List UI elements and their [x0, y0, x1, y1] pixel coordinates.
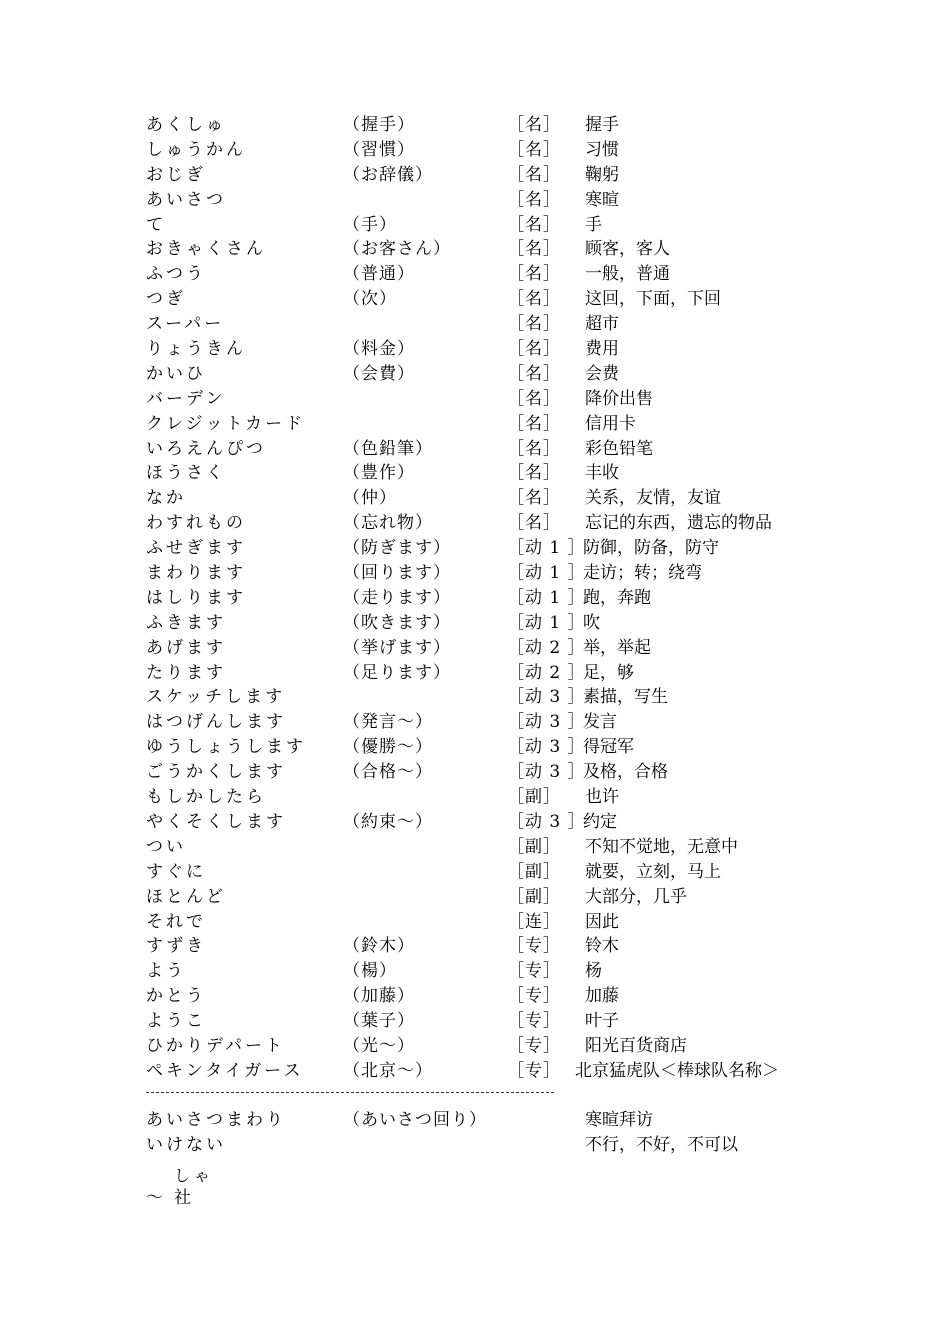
chinese-meaning: 手 [585, 214, 602, 235]
kana-reading: ゆうしょうします [146, 737, 306, 758]
chinese-meaning: 阳光百货商店 [585, 1035, 687, 1056]
chinese-meaning: 足，够 [583, 662, 634, 683]
vocab-row [0, 1108, 950, 1133]
part-of-speech: ［名］ [507, 115, 561, 135]
part-of-speech: ［名］ [507, 438, 561, 459]
kanji-form: （お辞儀） [343, 164, 433, 185]
kana-reading: ふきます [146, 612, 226, 633]
chinese-meaning: 吹 [583, 612, 600, 633]
supplementary-list [0, 1108, 950, 1158]
vocab-row [0, 337, 950, 362]
part-of-speech: ［副］ [507, 836, 561, 857]
kanji-form: （優勝～） [343, 737, 433, 758]
kanji-form: （吹きます） [343, 612, 451, 633]
chinese-meaning: 一般，普通 [585, 264, 670, 285]
vocab-row [0, 262, 950, 287]
part-of-speech: ［副］ [507, 861, 561, 882]
kanji-form: （会費） [343, 363, 415, 384]
kanji-form: （挙げます） [343, 637, 451, 658]
vocabulary-list [0, 113, 950, 1084]
chinese-meaning: 信用卡 [585, 413, 636, 434]
part-of-speech: ［动 1 ］ [507, 563, 586, 584]
kanji-form: （料金） [343, 339, 415, 360]
chinese-meaning: 超市 [585, 314, 619, 335]
vocab-row [0, 984, 950, 1009]
kana-reading: あいさつまわり [146, 1110, 286, 1130]
chinese-meaning: 举，举起 [583, 637, 651, 658]
kana-reading: あいさつ [146, 189, 226, 210]
chinese-meaning: 彩色铅笔 [585, 438, 653, 459]
part-of-speech: ［副］ [507, 886, 561, 907]
vocab-row [0, 885, 950, 910]
part-of-speech: ［名］ [507, 189, 561, 210]
chinese-meaning: 得冠军 [583, 737, 634, 758]
chinese-meaning: 寒暄拜访 [585, 1110, 653, 1130]
vocab-row [0, 163, 950, 188]
kana-reading: ごうかくします [146, 762, 286, 783]
chinese-meaning: 寒暄 [585, 189, 619, 210]
chinese-meaning: 北京猛虎队＜棒球队名称＞ [575, 1060, 779, 1081]
part-of-speech: ［动 3 ］ [507, 687, 586, 708]
kanji-form: （光～） [343, 1035, 415, 1056]
chinese-meaning: 丰收 [585, 463, 619, 484]
vocab-row [0, 113, 950, 138]
kanji-form: （握手） [343, 115, 415, 135]
part-of-speech: ［名］ [507, 513, 561, 534]
part-of-speech: ［名］ [507, 413, 561, 434]
kana-reading: かいひ [146, 363, 206, 384]
vocab-row [0, 1034, 950, 1059]
kana-reading: ふせぎます [146, 538, 246, 559]
chinese-meaning: 忘记的东西，遗忘的物品 [585, 513, 772, 534]
part-of-speech: ［动 2 ］ [507, 662, 586, 683]
part-of-speech: ［名］ [507, 139, 561, 160]
vocab-row [0, 959, 950, 984]
part-of-speech: ［专］ [507, 986, 561, 1007]
kana-reading: かとう [146, 986, 206, 1007]
kana-reading: おきゃくさん [146, 239, 266, 260]
part-of-speech: ［专］ [507, 1035, 561, 1056]
vocab-row [0, 760, 950, 785]
kana-reading: ふつう [146, 264, 206, 285]
chinese-meaning: 会费 [585, 363, 619, 384]
chinese-meaning: 习惯 [585, 139, 619, 160]
vocab-row [0, 611, 950, 636]
kanji-form: （楊） [343, 961, 397, 982]
chinese-meaning: 降价出售 [585, 388, 653, 409]
chinese-meaning: 及格，合格 [583, 762, 668, 783]
chinese-meaning: 费用 [585, 339, 619, 360]
chinese-meaning: 顾客，客人 [585, 239, 670, 260]
vocab-row [0, 810, 950, 835]
kana-reading: はしります [146, 587, 246, 608]
part-of-speech: ［专］ [507, 936, 561, 957]
vocab-row [0, 412, 950, 437]
kana-reading: ペキンタイガース [146, 1060, 304, 1081]
part-of-speech: ［副］ [507, 787, 561, 808]
kana-reading: それで [146, 911, 206, 932]
vocab-row [0, 213, 950, 238]
kana-reading: やくそくします [146, 811, 286, 832]
chinese-meaning: 不知不觉地，无意中 [585, 836, 738, 857]
chinese-meaning: 杨 [585, 961, 602, 982]
suffix-tilde: ～ [146, 1188, 163, 1208]
kana-reading: ひかりデパート [146, 1035, 285, 1056]
part-of-speech: ［名］ [507, 239, 561, 260]
part-of-speech: ［专］ [507, 1011, 561, 1032]
kana-reading: わすれもの [146, 513, 246, 534]
vocab-row [0, 561, 950, 586]
vocab-row [0, 685, 950, 710]
chinese-meaning: 不行，不好，不可以 [585, 1134, 738, 1155]
part-of-speech: ［动 3 ］ [507, 811, 586, 832]
kanji-form: （あいさつ回り） [343, 1110, 487, 1130]
chinese-meaning: 走访；转；绕弯 [583, 563, 702, 584]
vocab-row [0, 387, 950, 412]
chinese-meaning: 就要，立刻，马上 [585, 861, 721, 882]
chinese-meaning: 因此 [585, 911, 619, 932]
part-of-speech: ［动 1 ］ [507, 587, 586, 608]
kana-reading: しゅうかん [146, 139, 246, 160]
kana-reading: ほうさく [146, 463, 226, 484]
vocab-row [0, 237, 950, 262]
kanji-form: （仲） [343, 488, 397, 509]
kanji-form: （鈴木） [343, 936, 415, 957]
chinese-meaning: 叶子 [585, 1011, 619, 1032]
vocab-row [0, 138, 950, 163]
kana-reading: よう [146, 961, 186, 982]
vocab-row [0, 785, 950, 810]
vocab-row [0, 536, 950, 561]
kana-reading: いろえんぴつ [146, 438, 266, 459]
vocab-row [0, 860, 950, 885]
part-of-speech: ［名］ [507, 314, 561, 335]
part-of-speech: ［动 3 ］ [507, 762, 586, 783]
kanji-form: （加藤） [343, 986, 415, 1007]
kana-reading: すずき [146, 936, 207, 957]
kana-reading: たります [146, 662, 226, 683]
part-of-speech: ［名］ [507, 388, 561, 409]
kana-reading: いけない [146, 1134, 226, 1155]
kana-reading: ほとんど [146, 886, 226, 907]
kana-reading: はつげんします [146, 712, 286, 733]
kana-reading: つい [146, 836, 186, 857]
vocab-row [0, 1009, 950, 1034]
suffix-kanji: 社 [174, 1188, 191, 1208]
vocab-row [0, 910, 950, 935]
chinese-meaning: 跑，奔跑 [583, 587, 651, 608]
part-of-speech: ［专］ [507, 961, 561, 982]
kana-reading: りょうきん [146, 339, 246, 360]
kana-reading: あくしゅ [146, 115, 226, 135]
part-of-speech: ［名］ [507, 289, 561, 310]
kanji-form: （葉子） [343, 1011, 415, 1032]
chinese-meaning: 关系，友情，友谊 [585, 488, 721, 509]
kanji-form: （習慣） [343, 139, 415, 160]
vocab-row [0, 735, 950, 760]
chinese-meaning: 也许 [585, 787, 619, 808]
kana-reading: バーデン [146, 388, 226, 409]
part-of-speech: ［名］ [507, 214, 561, 235]
kana-reading: すぐに [146, 861, 206, 882]
kana-reading: もしかしたら [146, 787, 266, 808]
part-of-speech: ［专］ [507, 1060, 561, 1081]
vocab-row [0, 835, 950, 860]
kanji-form: （走ります） [343, 587, 451, 608]
chinese-meaning: 铃木 [585, 936, 619, 957]
vocab-row [0, 1133, 950, 1158]
kanji-form: （合格～） [343, 762, 433, 783]
kanji-form: （防ぎます） [343, 538, 451, 559]
kanji-form: （豊作） [343, 463, 415, 484]
kanji-form: （次） [343, 289, 397, 310]
vocab-row [0, 511, 950, 536]
part-of-speech: ［动 1 ］ [507, 612, 586, 633]
kanji-form: （色鉛筆） [343, 438, 433, 459]
kanji-form: （足ります） [343, 662, 451, 683]
kana-reading: なか [146, 488, 186, 509]
part-of-speech: ［名］ [507, 164, 561, 185]
vocab-row [0, 586, 950, 611]
chinese-meaning: 鞠躬 [585, 164, 619, 185]
vocab-row [0, 312, 950, 337]
kana-reading: つぎ [146, 289, 186, 310]
chinese-meaning: 发言 [583, 712, 617, 733]
vocab-row [0, 287, 950, 312]
suffix-word [146, 1183, 191, 1208]
kanji-form: （普通） [343, 264, 415, 285]
chinese-meaning: 防御，防备，防守 [583, 538, 719, 559]
kana-reading: あげます [146, 637, 226, 658]
kana-reading: ようこ [146, 1011, 206, 1032]
part-of-speech: ［动 3 ］ [507, 712, 586, 733]
chinese-meaning: 加藤 [585, 986, 619, 1007]
kana-reading: クレジットカード [146, 413, 306, 434]
vocab-row [0, 710, 950, 735]
part-of-speech: ［名］ [507, 339, 561, 360]
part-of-speech: ［名］ [507, 463, 561, 484]
chinese-meaning: 这回，下面，下回 [585, 289, 721, 310]
part-of-speech: ［动 1 ］ [507, 538, 586, 559]
kanji-form: （発言～） [343, 712, 433, 733]
part-of-speech: ［名］ [507, 363, 561, 384]
vocab-row [0, 362, 950, 387]
part-of-speech: ［动 2 ］ [507, 637, 586, 658]
vocab-row [0, 461, 950, 486]
vocab-row [0, 636, 950, 661]
vocab-row [0, 486, 950, 511]
kana-reading: まわります [146, 563, 246, 584]
section-divider [146, 1092, 554, 1093]
kana-reading: て [146, 214, 166, 235]
kanji-form: （約束～） [343, 811, 433, 832]
kana-reading: スーパー [146, 314, 225, 335]
vocab-row [0, 1059, 950, 1084]
suffix-reading: しゃ [174, 1166, 215, 1185]
kanji-form: （回ります） [343, 563, 451, 584]
part-of-speech: ［名］ [507, 264, 561, 285]
kana-reading: スケッチします [146, 687, 286, 708]
chinese-meaning: 素描，写生 [583, 687, 668, 708]
kana-reading: おじぎ [146, 164, 206, 185]
part-of-speech: ［动 3 ］ [507, 737, 586, 758]
chinese-meaning: 约定 [583, 811, 617, 832]
kanji-form: （忘れ物） [343, 513, 433, 534]
vocab-row [0, 188, 950, 213]
vocab-row [0, 437, 950, 462]
part-of-speech: ［连］ [507, 911, 561, 932]
kanji-form: （手） [343, 214, 397, 235]
vocab-row [0, 934, 950, 959]
kanji-form: （北京～） [343, 1060, 433, 1081]
kanji-form: （お客さん） [343, 239, 451, 260]
part-of-speech: ［名］ [507, 488, 561, 509]
chinese-meaning: 握手 [585, 115, 619, 135]
chinese-meaning: 大部分，几乎 [585, 886, 687, 907]
vocab-row [0, 661, 950, 686]
